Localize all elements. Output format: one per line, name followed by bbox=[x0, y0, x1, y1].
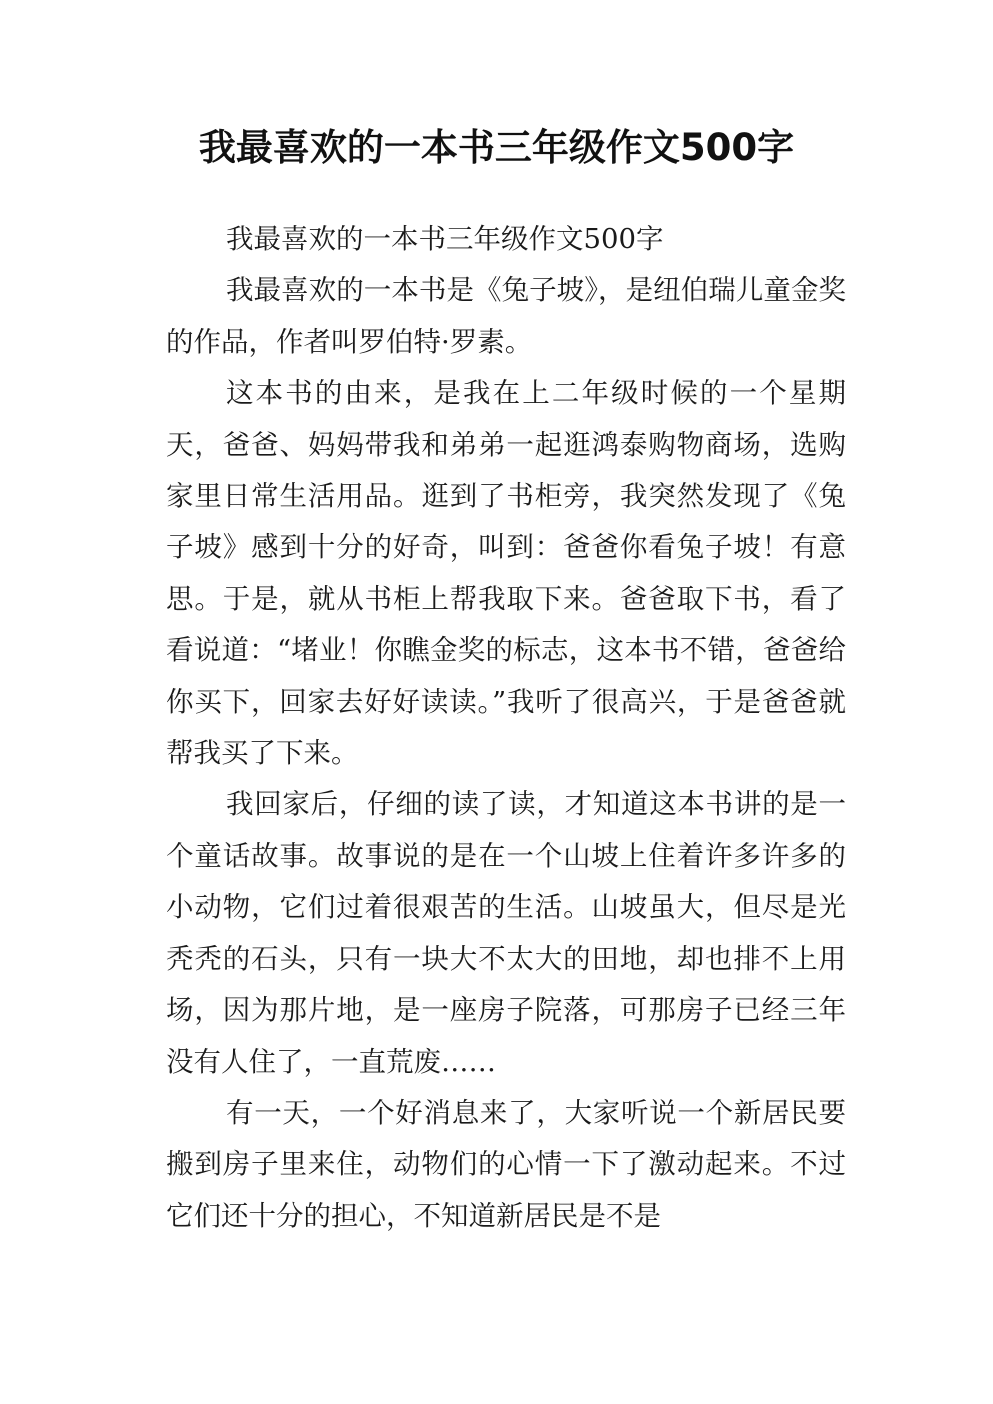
paragraph-origin: 这本书的由来，是我在上二年级时候的一个星期天，爸爸、妈妈带我和弟弟一起逛鸿泰购物商场，选购家里日常生活用品。逛到了书柜旁，我突然发现了《兔子坡》感到十分的好奇，叫到：爸爸你看兔子坡！有意思。于是，就从书柜上帮我取下来。爸爸取下书，看了看说道：“堵业！你瞧金奖的标志，这本书不错，爸爸给你买下，回家去好好读读。”我听了很高兴，于是爸爸就帮我买了下来。 bbox=[166, 377, 846, 770]
paragraph-story: 我回家后，仔细的读了读，才知道这本书讲的是一个童话故事。故事说的是在一个山坡上住着许多许多的小动物，它们过着很艰苦的生活。山坡虽大，但尽是光秃秃的石头，只有一块大不太大的田地，却也排不上用场，因为那片地，是一座房子院落，可那房子已经三年没有人住了，一直荒废…… bbox=[166, 788, 846, 1078]
document-body bbox=[166, 214, 846, 1242]
paragraph-subtitle: 我最喜欢的一本书三年级作文500字 bbox=[226, 223, 664, 255]
paragraph-news: 有一天，一个好消息来了，大家听说一个新居民要搬到房子里来住，动物们的心情一下了激动起来。不过它们还十分的担心，不知道新居民是不是 bbox=[166, 1096, 846, 1232]
document-title: 我最喜欢的一本书三年级作文500字 bbox=[198, 126, 795, 169]
paragraph-intro: 我最喜欢的一本书是《兔子坡》，是纽伯瑞儿童金奖的作品，作者叫罗伯特·罗素。 bbox=[166, 274, 846, 358]
